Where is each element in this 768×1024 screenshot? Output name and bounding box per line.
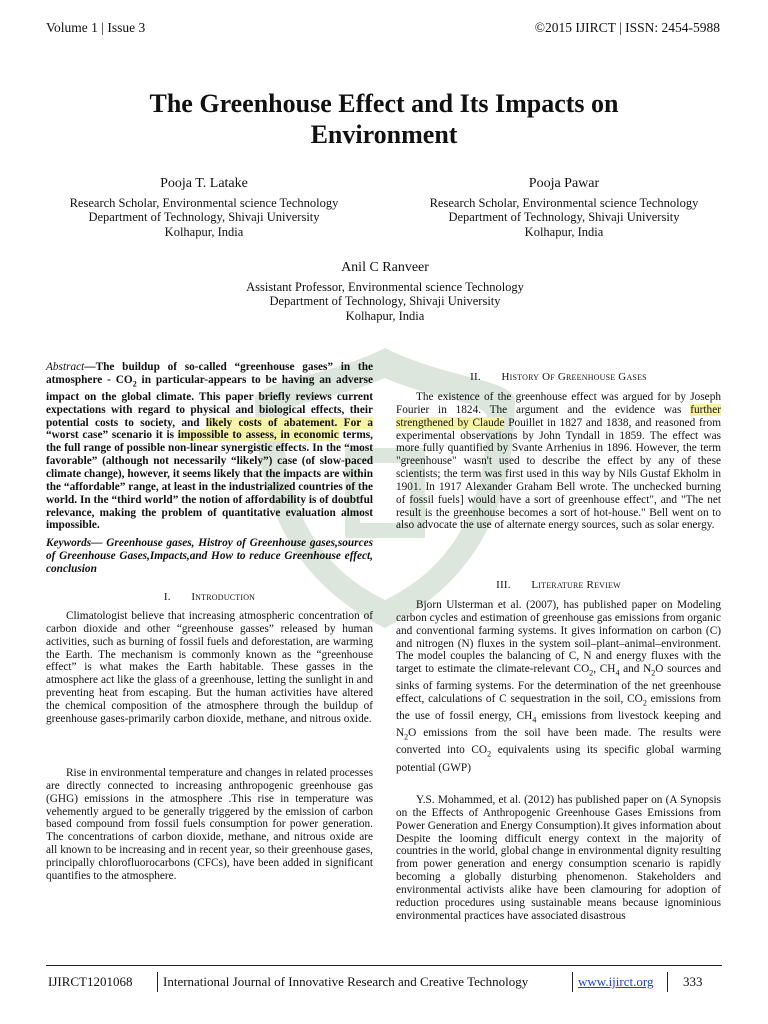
abstract-highlight-2: impossible to assess, in economic: [177, 429, 339, 442]
author-department: Department of Technology, Shivaji University: [269, 294, 501, 308]
author-name: Anil C Ranveer: [341, 260, 429, 275]
section-title: Literature Review: [531, 579, 621, 591]
abstract-label: Abstract: [46, 361, 85, 373]
subscript-2: 2: [132, 379, 137, 389]
lit-text: O emissions from the soil have been made. The results were converted into CO: [396, 727, 721, 757]
title-line-1: The Greenhouse Effect and Its Impacts on: [149, 89, 619, 118]
abstract-text-4: terms, the full range of possible non-linear synergistic effects. In the “most favorable” (although not necessarily “likely”) case (of slow-paced climate change), however, it seems likely that the impacts are within the “affordable” range, at least in the industrialized countries of the world. In the “third world” the notion of affordability is of doubtful relevance, making the problem of quantitative evaluation almost impossible.: [46, 429, 374, 532]
author-1: [55, 177, 353, 239]
subscript-2: 2: [651, 668, 656, 678]
header-volume: Volume 1 | Issue 3: [46, 20, 146, 35]
history-text-1: The existence of the greenhouse effect was argued for by Joseph Fourier in 1824. The argument and the evidence was: [396, 391, 721, 416]
author-location: Kolhapur, India: [164, 224, 244, 239]
author-department: Department of Technology, Shivaji University: [448, 210, 680, 224]
abstract-highlight-1: likely costs of abatement. For a: [205, 416, 373, 429]
lit-text: emissions from livestock keeping and N: [396, 710, 721, 740]
author-location: Kolhapur, India: [524, 224, 604, 239]
section-number: III.: [496, 579, 511, 591]
intro-paragraph-2: Rise in environmental temperature and changes in related processes are directly connected to increasing anthropogenic greenhouse gas (GHG) emissions in the atmosphere .This rise in temperature was vehemently argued to be generally triggered by the emission of carbon based compound from fossil fuels consumption for power generation. The concentrations of carbon dioxide, methane, and nitrous oxide are all known to be increasing and in recent year, so their greenhouse gases, principally chlorofluorocarbons (CFCs), have been added in significant quantifies to the atmosphere.: [46, 767, 373, 882]
section-heading-history: [396, 371, 721, 383]
author-name: Pooja Pawar: [528, 176, 600, 191]
lit-text: equivalents using its specific global warming potential (GWP): [396, 744, 721, 774]
title-line-2: Environment: [310, 120, 458, 149]
subscript-2: 2: [589, 668, 594, 678]
footer-separator: [157, 972, 158, 992]
author-2: [414, 177, 714, 239]
section-number: II.: [470, 371, 481, 383]
author-department: Department of Technology, Shivaji University: [88, 210, 320, 224]
literature-paragraph-1: [396, 599, 721, 774]
author-affiliation: Research Scholar, Environmental science Technology: [429, 195, 699, 210]
intro-paragraph-1: Climatologist believe that increasing atmospheric concentration of carbon dioxide and other “greenhouse gasses” released by human activities, such as burning of fossil fuels and deforestation, are warming the Earth. The mechanism is commonly known as the “greenhouse effect” is what makes the Earth habitable. These gasses in the atmosphere act like the glass of a greenhouse, letting the sunlight in and preventing heat from escaping. But the human activities have altered the chemical composition of the atmosphere through the buildup of greenhouse gases-primarily carbon dioxide, methane, and nitrous oxide.: [46, 610, 373, 725]
author-name: Pooja T. Latake: [160, 176, 248, 191]
history-paragraph: [396, 391, 721, 532]
section-heading-introduction: [46, 591, 373, 603]
lit-text: O sources and sinks of farming systems. For the determination of the net greenhouse effect, calculations of C sequestration in the soil, CO: [396, 663, 721, 706]
abstract-text-3: “worst case” scenario it is: [46, 429, 178, 442]
keywords-label: Keywords—: [46, 537, 103, 549]
lit-text: , CH: [593, 663, 616, 676]
subscript-2: 2: [487, 749, 492, 759]
author-3: [220, 261, 550, 323]
footer-page-number: 333: [683, 974, 703, 989]
author-affiliation: Research Scholar, Environmental science Technology: [69, 195, 339, 210]
lit-text: and N: [619, 663, 652, 676]
abstract-text-1: —The buildup of so-called “greenhouse gases” in the atmosphere - CO: [46, 361, 373, 386]
history-highlight: further strengthened by Claude: [396, 403, 721, 429]
header-copyright: ©2015 IJIRCT | ISSN: 2454-5988: [534, 20, 720, 35]
abstract: [46, 361, 373, 532]
subscript-4: 4: [615, 668, 620, 678]
section-heading-literature: [396, 579, 721, 591]
subscript-2: 2: [404, 732, 409, 742]
footer-journal-name: International Journal of Innovative Research and Creative Technology: [163, 974, 529, 989]
footer-divider: [46, 965, 722, 966]
history-text-2: Pouillet in 1827 and 1838, and reasoned from experimental observations by John Tyndall in 1859. The effect was more fully quantified by Svante Arrhenius in 1896. However, the term "greenhouse" wasn't used to describe the effect by any of these scientists; the term was first used in this way by Nils Gustaf Ekholm in 1901. In 1917 Alexander Graham Bell wrote. The unchecked burning of fossil fuels] would have a sort of greenhouse effect", and "The net result is the greenhouse becomes a sort of hot-house." Bell went on to also advocate the use of alternate energy sources, such as solar energy.: [396, 416, 721, 532]
footer-paper-id: IJIRCT1201068: [48, 974, 133, 989]
lit-text: Bjorn Ulsterman et al. (2007), has published paper on Modeling carbon cycles and estimation of greenhouse gas emissions from organic and conventional farming systems. It gives information on carbon (C) and nitrogen (N) fluxes in the system soil–plant–animal–environment. The model couples the balancing of C, N and energy fluxes with the target to estimate the climate-relevant CO: [396, 599, 721, 676]
lit-text: emissions from the use of fossil energy, CH: [396, 693, 721, 723]
keywords-text: Greenhouse gases, Histroy of Greenhouse gases,sources of Greenhouse Gases,Impacts,and How to reduce Greenhouse effect, conclusion: [46, 537, 373, 575]
abstract-text-2: in particular-appears to be having an adverse impact on the global climate. This paper briefly reviews current expectations with regard to physical and biological effects, their potential costs to society, and: [46, 373, 374, 429]
section-title: Introduction: [191, 591, 256, 603]
author-affiliation: Assistant Professor, Environmental science Technology: [246, 279, 524, 294]
section-number: I.: [163, 591, 171, 603]
subscript-4: 4: [532, 715, 537, 725]
section-title: History Of Greenhouse Gases: [501, 371, 647, 383]
footer-separator: [572, 972, 573, 992]
footer-separator: [667, 972, 668, 992]
keywords: [46, 537, 373, 576]
subscript-2: 2: [642, 698, 647, 708]
literature-paragraph-2: Y.S. Mohammed, et al. (2012) has published paper on (A Synopsis on the Effects of Anthropogenic Greenhouse Gases Emissions from Power Generation and Energy Consumption).It gives information about Despite the looming difficult energy context in the majority of countries in the world, global change in environmental dignity resulting from power generation and energy consumption scenario is rapidly becoming a globally disturbing phenomenon. Stakeholders and environmental activists alike have been clamouring for adoption of reduction procedures using sustainable means because ignominious environmental practices have associated disastrous: [396, 794, 721, 922]
author-location: Kolhapur, India: [345, 308, 425, 323]
paper-title: [0, 88, 768, 150]
footer-website-link[interactable]: www.ijirct.org: [578, 974, 654, 989]
